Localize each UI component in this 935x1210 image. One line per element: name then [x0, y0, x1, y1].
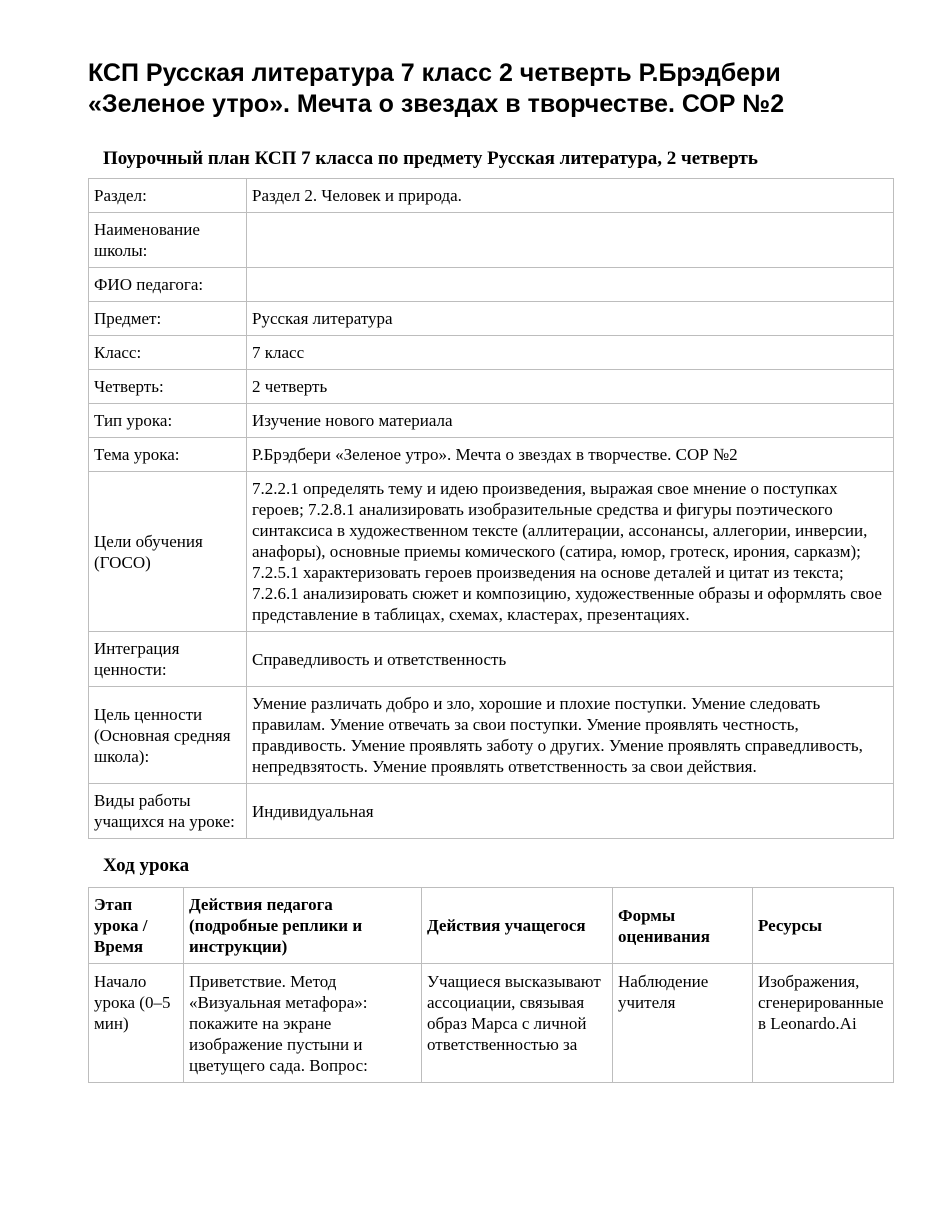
info-row-values [89, 632, 894, 687]
resources: Изображения, сгенерированные в Leonardo.Ai [753, 964, 894, 1083]
teacher-actions: Приветствие. Метод «Визуальная метафора»: покажите на экране изображение пустыни и цветущего сада. Вопрос: [184, 964, 422, 1083]
info-row-lesson-type [89, 404, 894, 438]
info-label: Тема урока: [89, 438, 247, 472]
info-value: Умение различать добро и зло, хорошие и плохие поступки. Умение следовать правилам. Умение отвечать за свои поступки. Умение проявлять честность, правдивость. Умение проявлять заботу о других. Умение проявлять справедливость, непредвзятость. Умение проявлять ответственность за свои действия. [247, 687, 894, 784]
assessment-forms: Наблюдение учителя [613, 964, 753, 1083]
info-label: Четверть: [89, 370, 247, 404]
info-row-work-types [89, 784, 894, 839]
info-row-quarter [89, 370, 894, 404]
student-actions: Учащиеся высказывают ассоциации, связывая образ Марса с личной ответственностью за [422, 964, 613, 1083]
info-row-section [89, 179, 894, 213]
info-value: Раздел 2. Человек и природа. [247, 179, 894, 213]
info-value: Индивидуальная [247, 784, 894, 839]
info-label: Наименование школы: [89, 213, 247, 268]
column-header-assessment: Формы оценивания [613, 888, 753, 964]
column-header-resources: Ресурсы [753, 888, 894, 964]
info-label: Виды работы учащихся на уроке: [89, 784, 247, 839]
info-value: 7.2.2.1 определять тему и идею произведения, выражая свое мнение о поступках героев; 7.2.8.1 анализировать изобразительные средства и фигуры поэтического синтаксиса в художественном тексте (аллитерации, ассонансы, аллегории, инверсии, анафоры), основные приемы комического (сатира, юмор, гротеск, ирония, сарказм); 7.2.5.1 характеризовать героев произведения на основе деталей и цитат из текста; 7.2.6.1 анализировать сюжет и композицию, художественные образы и оформлять свое представление в таблицах, схемах, кластерах, презентациях. [247, 472, 894, 632]
column-header-student: Действия учащегося [422, 888, 613, 964]
lesson-header-row [89, 888, 894, 964]
info-label: ФИО педагога: [89, 268, 247, 302]
column-header-teacher: Действия педагога (подробные реплики и инструкции) [184, 888, 422, 964]
info-row-grade [89, 336, 894, 370]
info-label: Цель ценности (Основная средняя школа): [89, 687, 247, 784]
document-page [88, 58, 893, 1083]
info-label: Раздел: [89, 179, 247, 213]
lesson-info-table [88, 178, 894, 839]
lesson-heading: Ход урока [103, 855, 190, 876]
column-header-stage: Этап урока / Время [89, 888, 184, 964]
info-label: Предмет: [89, 302, 247, 336]
info-value: Русская литература [247, 302, 894, 336]
lesson-flow-table [88, 887, 894, 1083]
info-label: Интеграция ценности: [89, 632, 247, 687]
info-value: Справедливость и ответственность [247, 632, 894, 687]
lesson-stage: Начало урока (0–5 мин) [89, 964, 184, 1083]
info-row-subject [89, 302, 894, 336]
info-label: Тип урока: [89, 404, 247, 438]
info-value: Изучение нового материала [247, 404, 894, 438]
info-value: Р.Брэдбери «Зеленое утро». Мечта о звездах в творчестве. СОР №2 [247, 438, 894, 472]
info-value: 7 класс [247, 336, 894, 370]
table-row [89, 964, 894, 1083]
info-row-value-goal [89, 687, 894, 784]
info-value [247, 213, 894, 268]
info-row-school [89, 213, 894, 268]
info-label: Класс: [89, 336, 247, 370]
info-row-teacher [89, 268, 894, 302]
document-title: КСП Русская литература 7 класс 2 четверть Р.Брэдбери «Зеленое утро». Мечта о звездах в творчестве. СОР №2 [88, 59, 785, 118]
info-value: 2 четверть [247, 370, 894, 404]
info-value [247, 268, 894, 302]
plan-heading: Поурочный план КСП 7 класса по предмету Русская литература, 2 четверть [103, 148, 758, 169]
info-row-topic [89, 438, 894, 472]
info-label: Цели обучения (ГОСО) [89, 472, 247, 632]
info-row-objectives [89, 472, 894, 632]
